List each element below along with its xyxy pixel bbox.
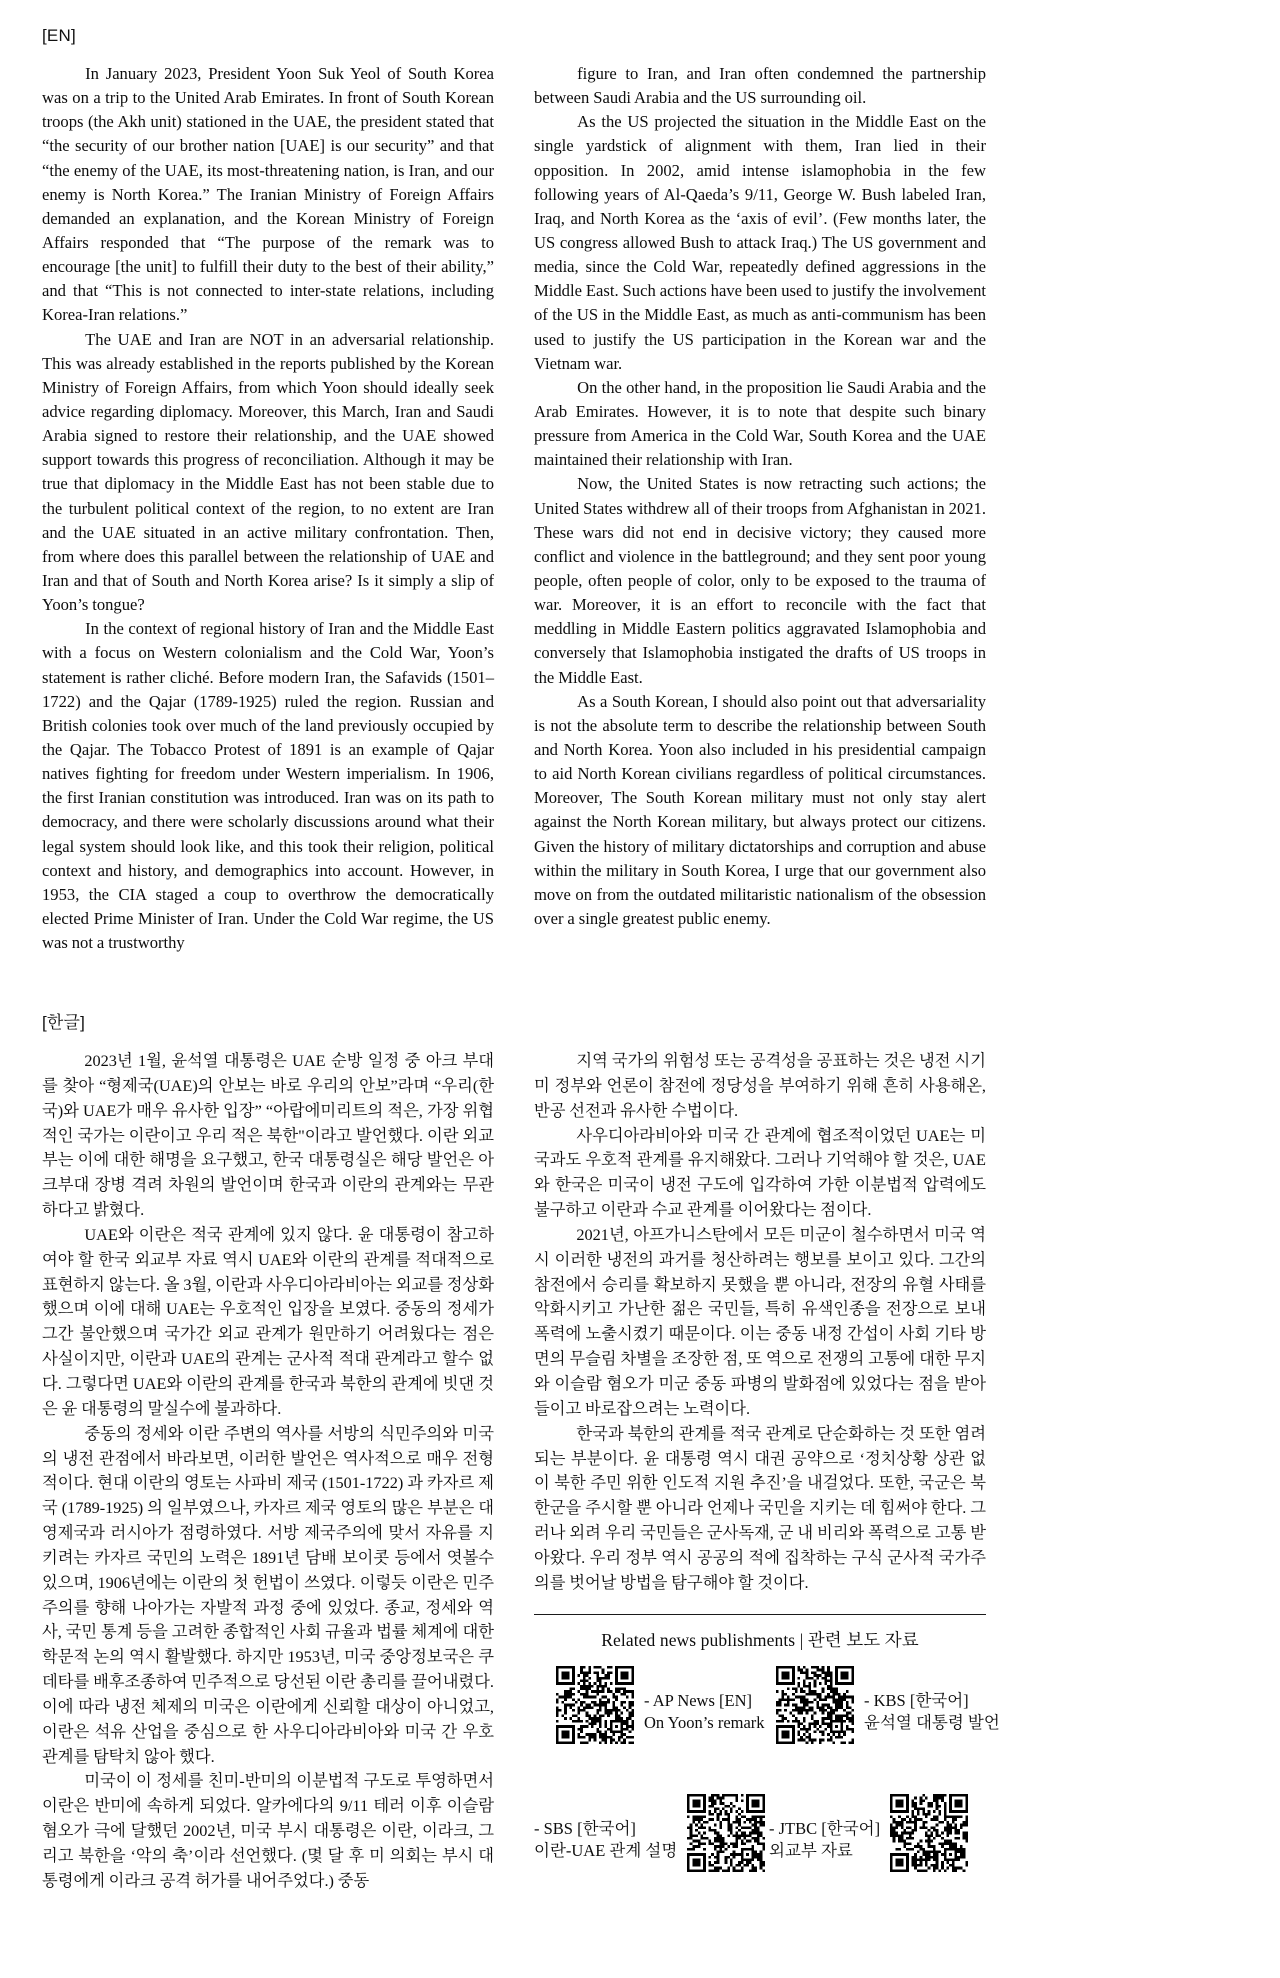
- paragraph: 중동의 정세와 이란 주변의 역사를 서방의 식민주의와 미국의 냉전 관점에서 바라보면, 이러한 발언은 역사적으로 매우 전형적이다. 현대 이란의 영토는 사파비 제국 (1501-1722) 과 카자르 제국 (1789-1925) 의 일부였으나, 카자르 제국 영토의 많은 부분은 대영제국과 러시아가 점령하였다. 서방 제국주의에 맞서 자유를 지키려는 카자르 국민의 노력은 1891년 담배 보이콧 등에서 엿볼수 있으며, 1906년에는 이란의 첫 헌법이 쓰였다. 이렇듯 이란은 민주주의를 향해 나아가는 자발적 과정 중에 있었다. 종교, 정세와 역사, 국민 통계 등을 고려한 종합적인 사회 규율과 법률 체계에 대한 학문적 논의 역시 활발했다. 하지만 1953년, 미국 중앙정보국은 쿠데타를 배후조종하여 민주적으로 당선된 이란 총리를 끌어내렸다. 이에 따라 냉전 체제의 미국은 이란에게 신뢰할 대상이 아니었고, 이란은 석유 산업을 중심으로 한 사우디아라비아와 미국 간 우호관계를 탐탁치 않아 했다.: [42, 1423, 494, 1766]
- paragraph: Now, the United States is now retracting such actions; the United States withdrew all of their troops from Afghanistan in 2021. These wars did not end in decisive victory; they caused more conflict and violence in the battleground; and they sent poor young people, often people of color, only to be exposed to the trauma of war. Moreover, it is an effort to reconcile with the fact that meddling in Middle Eastern politics aggravated Islamophobia and conversely that Islamophobia instigated the drafts of US troops in the Middle East.: [534, 474, 986, 687]
- paragraph: As a South Korean, I should also point out that adversariality is not the absolute term to describe the relationship between South and North Korea. Yoon also included in his presidential campaign to aid North Korean civilians regardless of political circumstances. Moreover, The South Korean military must not only stay alert against the North Korean military, but always protect our citizens. Given the history of military dictatorships and corruption and abuse within the military in South Korea, I urge that our government also move on from the outdated militaristic nationalism of the obsession over a single greatest public enemy.: [534, 691, 986, 928]
- paragraph: As the US projected the situation in the Middle East on the single yardstick of alignment with them, Iran lied in their opposition. In 2002, amid intense islamophobia in the few following years of Al-Qaeda’s 9/11, George W. Bush labeled Iran, Iraq, and North Korea as the ‘axis of evil’. (Few months later, the US congress allowed Bush to attack Iraq.) The US government and media, since the Cold War, repeatedly defined aggressions in the Middle East. Such actions have been used to justify the involvement of the US in the Middle East, as much as anti-communism has been used to justify the US participation in the Korean war and the Vietnam war.: [534, 112, 986, 373]
- qr-code-jtbc[interactable]: [890, 1794, 968, 1872]
- horizontal-rule: [534, 1614, 986, 1615]
- qr-code-ap-news[interactable]: [556, 1666, 634, 1744]
- paragraph: 사우디아라비아와 미국 간 관계에 협조적이었던 UAE는 미국과도 우호적 관계를 유지해왔다. 그러나 기억해야 할 것은, UAE와 한국은 미국이 냉전 구도에 입각하여 가한 이분법적 압력에도 불구하고 이란과 수교 관계를 이어왔다는 점이다.: [534, 1125, 986, 1220]
- english-section: [42, 26, 986, 955]
- related-news-title: Related news publishments | 관련 보도 자료: [601, 1629, 919, 1650]
- paragraph: On the other hand, in the proposition lie Saudi Arabia and the Arab Emirates. However, it is to note that despite such binary pressure from America in the Cold War, South Korea and the UAE maintained their relationship with Iran.: [534, 377, 986, 470]
- english-column-left: [42, 62, 494, 955]
- paragraph: 한국과 북한의 관계를 적국 관계로 단순화하는 것 또한 염려되는 부분이다. 윤 대통령 역시 대권 공약으로 ‘정치상황 상관 없이 북한 주민 위한 인도적 지원 추진’을 내걸었다. 또한, 국군은 북한군을 주시할 뿐 아니라 언제나 국민을 지키는 데 힘써야 한다. 그러나 외려 우리 국민들은 군사독재, 군 내 비리와 폭력으로 고통 받아왔다. 우리 정부 역시 공공의 적에 집착하는 구식 군사적 국가주의를 벗어날 방법을 탐구해야 할 것이다.: [534, 1423, 986, 1592]
- related-news-item-ap[interactable]: [556, 1666, 765, 1744]
- related-news-caption-kbs: [864, 1666, 1000, 1735]
- related-news-source: - JTBC [한국어]: [769, 1818, 881, 1838]
- related-news-caption-jtbc: [769, 1794, 880, 1863]
- paragraph: In January 2023, President Yoon Suk Yeol of South Korea was on a trip to the United Arab Emirates. In front of South Korean troops (the Akh unit) stationed in the UAE, the president stated that “the security of our brother nation [UAE] is our security” and that “the enemy of the UAE, its most-threatening nation, is Iran, and our enemy is North Korea.” The Iranian Ministry of Foreign Affairs demanded an explanation, and the Korean Ministry of Foreign Affairs responded that “The purpose of the remark was to encourage [the unit] to fulfill their duty to the best of their ability,” and that “This is not connected to inter-state relations, including Korea-Iran relations.”: [42, 64, 494, 325]
- paragraph: 미국이 이 정세를 친미-반미의 이분법적 구도로 투영하면서 이란은 반미에 속하게 되었다. 알카에다의 9/11 테러 이후 이슬람 혐오가 극에 달했던 2002년, 미국 부시 대통령은 이란, 이라크, 그리고 북한을 ‘악의 축’이라 선언했다. (몇 달 후 미 의회는 부시 대통령에게 이라크 공격 허가를 내어주었다.) 중동: [42, 1771, 494, 1890]
- english-language-tag: [EN]: [42, 26, 76, 45]
- korean-column-left: [42, 1049, 494, 1916]
- korean-section: [42, 1008, 1000, 1916]
- qr-code-kbs[interactable]: [776, 1666, 854, 1744]
- related-news-detail: 이란-UAE 관계 설명: [534, 1840, 678, 1860]
- related-news-detail: 외교부 자료: [769, 1840, 853, 1860]
- related-news-detail: On Yoon’s remark: [644, 1712, 765, 1732]
- english-columns: [42, 62, 986, 955]
- korean-language-tag: [한글]: [42, 1013, 86, 1032]
- korean-columns: [42, 1049, 1000, 1916]
- paragraph: 2023년 1월, 윤석열 대통령은 UAE 순방 일정 중 아크 부대를 찾아 “형제국(UAE)의 안보는 바로 우리의 안보”라며 “우리(한국)와 UAE가 매우 유사한 입장” “아랍에미리트의 적은, 가장 위협적인 국가는 이란이고 우리 적은 북한"이라고 발언했다. 이란 외교부는 이에 대한 해명을 요구했고, 한국 대통령실은 해당 발언은 아크부대 장병 격려 차원의 발언이며 한국과 이란의 관계와는 무관하다고 밝혔다.: [42, 1051, 494, 1220]
- related-news-item-kbs[interactable]: [776, 1666, 1000, 1744]
- related-news-source: - SBS [한국어]: [534, 1818, 636, 1838]
- related-news-item-jtbc[interactable]: [769, 1794, 968, 1872]
- paragraph: In the context of regional history of Iran and the Middle East with a focus on Western colonialism and the Cold War, Yoon’s statement is rather cliché. Before modern Iran, the Safavids (1501–1722) and the Qajar (1789-1925) ruled the region. Russian and British colonies took over much of the land previously occupied by the Qajar. The Tobacco Protest of 1891 is an example of Qajar natives fighting for freedom under Western imperialism. In 1906, the first Iranian constitution was introduced. Iran was on its path to democracy, and there were scholarly discussions around what their legal system should look like, and this took their religion, political context and history, and demographics into account. However, in 1953, the CIA staged a coup to overthrow the democratically elected Prime Minister of Iran. Under the Cold War regime, the US was not a trustworthy: [42, 619, 494, 953]
- related-news-caption-sbs: [534, 1794, 677, 1863]
- paragraph: 지역 국가의 위험성 또는 공격성을 공표하는 것은 냉전 시기 미 정부와 언론이 참전에 정당성을 부여하기 위해 흔히 사용해온, 반공 선전과 유사한 수법이다.: [534, 1051, 986, 1120]
- korean-column-right: [534, 1049, 1000, 1916]
- qr-code-grid: [534, 1666, 1000, 1916]
- related-news-caption-ap: [644, 1666, 765, 1735]
- related-news-detail: 윤석열 대통령 발언: [864, 1712, 1000, 1732]
- paragraph: 2021년, 아프가니스탄에서 모든 미군이 철수하면서 미국 역시 이러한 냉전의 과거를 청산하려는 행보를 보이고 있다. 그간의 참전에서 승리를 확보하지 못했을 뿐 아니라, 전장의 유혈 사태를 악화시키고 가난한 젊은 국민들, 특히 유색인종을 전장으로 보내 폭력에 노출시켰기 때문이다. 이는 중동 내정 간섭이 사회 기타 방면의 무슬림 차별을 조장한 점, 또 역으로 전쟁의 고통에 대한 무지와 이슬람 혐오가 미군 중동 파병의 발화점에 있었다는 점을 받아들이고 바로잡으려는 노력이다.: [534, 1224, 986, 1418]
- paragraph: figure to Iran, and Iran often condemned the partnership between Saudi Arabia and the US surrounding oil.: [534, 64, 986, 108]
- english-column-right: [534, 62, 986, 955]
- related-news-item-sbs[interactable]: [534, 1794, 765, 1872]
- paragraph: The UAE and Iran are NOT in an adversarial relationship. This was already established in the reports published by the Korean Ministry of Foreign Affairs, from which Yoon should ideally seek advice regarding diplomacy. Moreover, this March, Iran and Saudi Arabia signed to restore their relationship, and the UAE showed support towards this progress of reconciliation. Although it may be true that diplomacy in the Middle East has not been stable due to the turbulent political context of the region, to no extent are Iran and the UAE situated in an active military confrontation. Then, from where does this parallel between the relationship of UAE and Iran and that of South and North Korea arise? Is it simply a slip of Yoon’s tongue?: [42, 329, 494, 615]
- qr-code-sbs[interactable]: [687, 1794, 765, 1872]
- related-news-section: [534, 1614, 1000, 1916]
- related-news-source: - KBS [한국어]: [864, 1690, 969, 1710]
- paragraph: UAE와 이란은 적국 관계에 있지 않다. 윤 대통령이 참고하여야 할 한국 외교부 자료 역시 UAE와 이란의 관계를 적대적으로 표현하지 않는다. 올 3월, 이란과 사우디아라비아는 외교를 정상화했으며 이에 대해 UAE는 우호적인 입장을 보였다. 중동의 정세가 그간 불안했으며 국가간 외교 관계가 원만하기 어려웠다는 점은 사실이지만, 이란과 UAE의 관계는 군사적 적대 관계라고 할수 없다. 그렇다면 UAE와 이란의 관계를 한국과 북한의 관계에 빗댄 것은 윤 대통령의 말실수에 불과하다.: [42, 1224, 494, 1418]
- related-news-source: - AP News [EN]: [644, 1690, 752, 1710]
